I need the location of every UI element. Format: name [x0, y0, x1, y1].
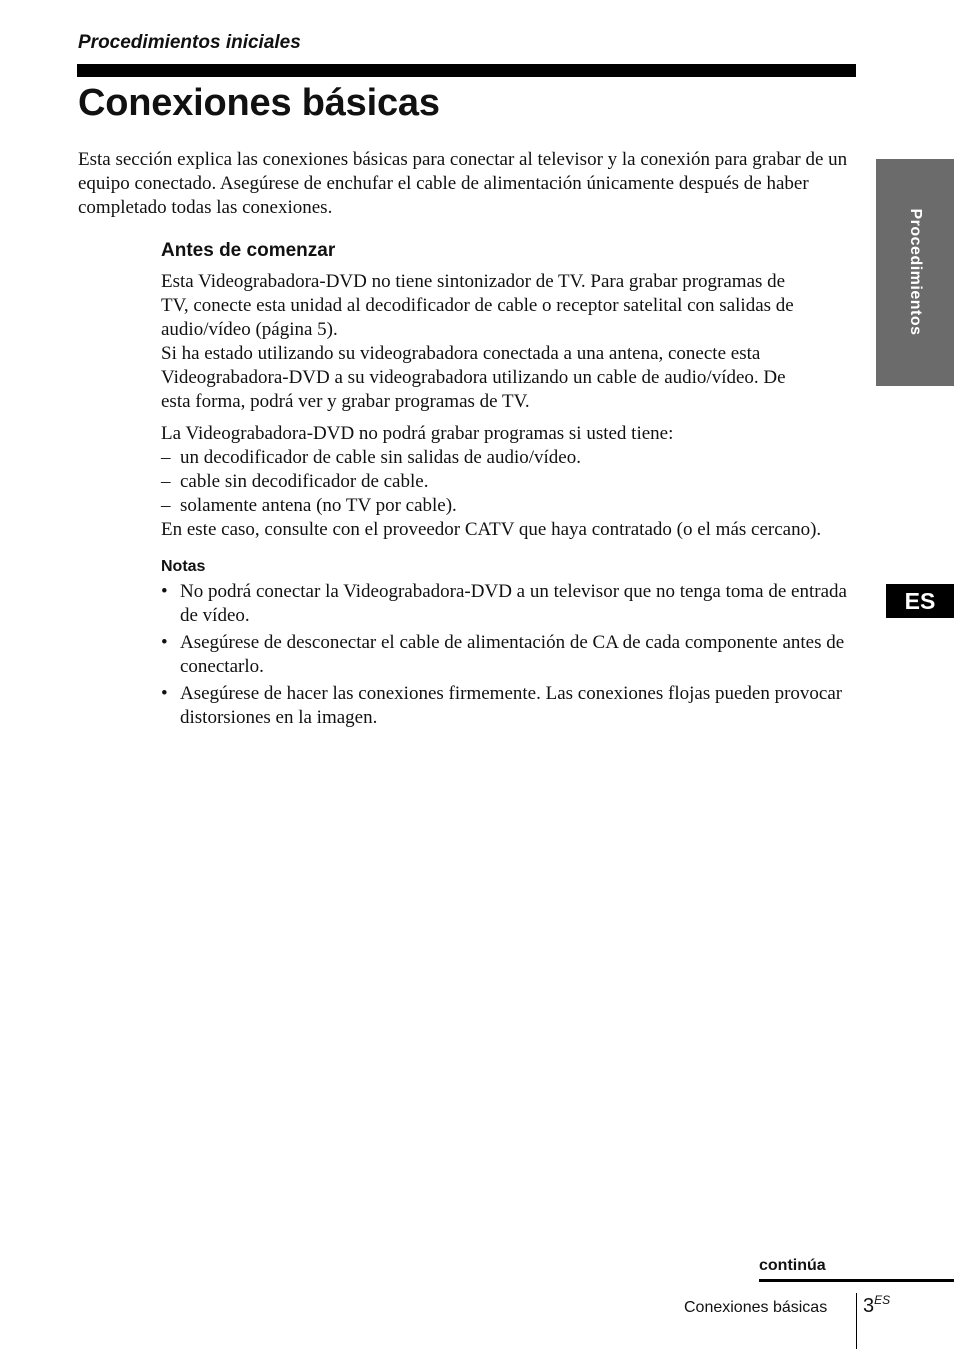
note-item: [161, 631, 861, 679]
note-text: Asegúrese de desconectar el cable de alimentación de CA de cada componente antes de conectarlo.: [180, 632, 845, 677]
side-tab-label: Procedimientos: [907, 208, 924, 336]
paragraph-line: Videograbadora-DVD a su videograbadora utilizando un cable de audio/vídeo. De: [161, 367, 786, 388]
list-item-text: un decodificador de cable sin salidas de audio/vídeo.: [180, 447, 581, 468]
bullet-mark: •: [161, 683, 168, 704]
page-number-suffix: ES: [874, 1293, 891, 1307]
before-paragraph-3: En este caso, consulte con el proveedor CATV que haya contratado (o el más cercano).: [161, 519, 822, 540]
footer-divider: [856, 1293, 857, 1349]
bullet-mark: •: [161, 581, 168, 602]
paragraph-line: audio/vídeo (página 5).: [161, 319, 338, 340]
note-text: No podrá conectar la Videograbadora-DVD a un televisor que no tenga toma de entrada de vídeo.: [180, 581, 847, 626]
note-item: [161, 682, 861, 730]
title-rule: [77, 64, 856, 77]
list-item: [161, 446, 861, 470]
page-number: [863, 1293, 890, 1318]
paragraph-line: esta forma, podrá ver y grabar programas de TV.: [161, 391, 530, 412]
note-text: Asegúrese de hacer las conexiones firmemente. Las conexiones flojas pueden provocar distorsiones en la imagen.: [180, 683, 843, 728]
paragraph-line: Si ha estado utilizando su videograbadora conectada a una antena, conecte esta: [161, 343, 761, 364]
footer-title: Conexiones básicas: [684, 1299, 828, 1316]
language-tab: ES: [886, 584, 954, 618]
list-item: [161, 494, 861, 518]
main-content: [161, 240, 861, 733]
list-item: [161, 470, 861, 494]
dash-mark: –: [161, 495, 171, 516]
list-item-text: solamente antena (no TV por cable).: [180, 495, 457, 516]
paragraph-line: Esta Videograbadora-DVD no tiene sintonizador de TV. Para grabar programas de: [161, 271, 786, 292]
note-item: [161, 580, 861, 628]
notes-heading: Notas: [161, 558, 206, 575]
continued-label: continúa: [759, 1257, 826, 1274]
section-header: Procedimientos iniciales: [78, 32, 301, 53]
intro-paragraph: Esta sección explica las conexiones básicas para conectar al televisor y la conexión para grabar de un equipo conectado. Asegúrese de enchufar el cable de alimentación únicamente después de haber completado todas las conexiones.: [78, 149, 848, 218]
before-paragraph-1: [161, 270, 861, 414]
paragraph-line: TV, conecte esta unidad al decodificador de cable o receptor satelital con salidas de: [161, 295, 794, 316]
before-paragraph-2: La Videograbadora-DVD no podrá grabar programas si usted tiene:: [161, 423, 674, 444]
list-item-text: cable sin decodificador de cable.: [180, 471, 429, 492]
dash-mark: –: [161, 447, 171, 468]
continued-rule: [759, 1279, 954, 1282]
dash-mark: –: [161, 471, 171, 492]
page-title: Conexiones básicas: [78, 82, 440, 124]
bullet-mark: •: [161, 632, 168, 653]
before-heading: Antes de comenzar: [161, 240, 336, 261]
page-number-value: 3: [863, 1295, 875, 1317]
section-side-tab: [876, 159, 954, 386]
